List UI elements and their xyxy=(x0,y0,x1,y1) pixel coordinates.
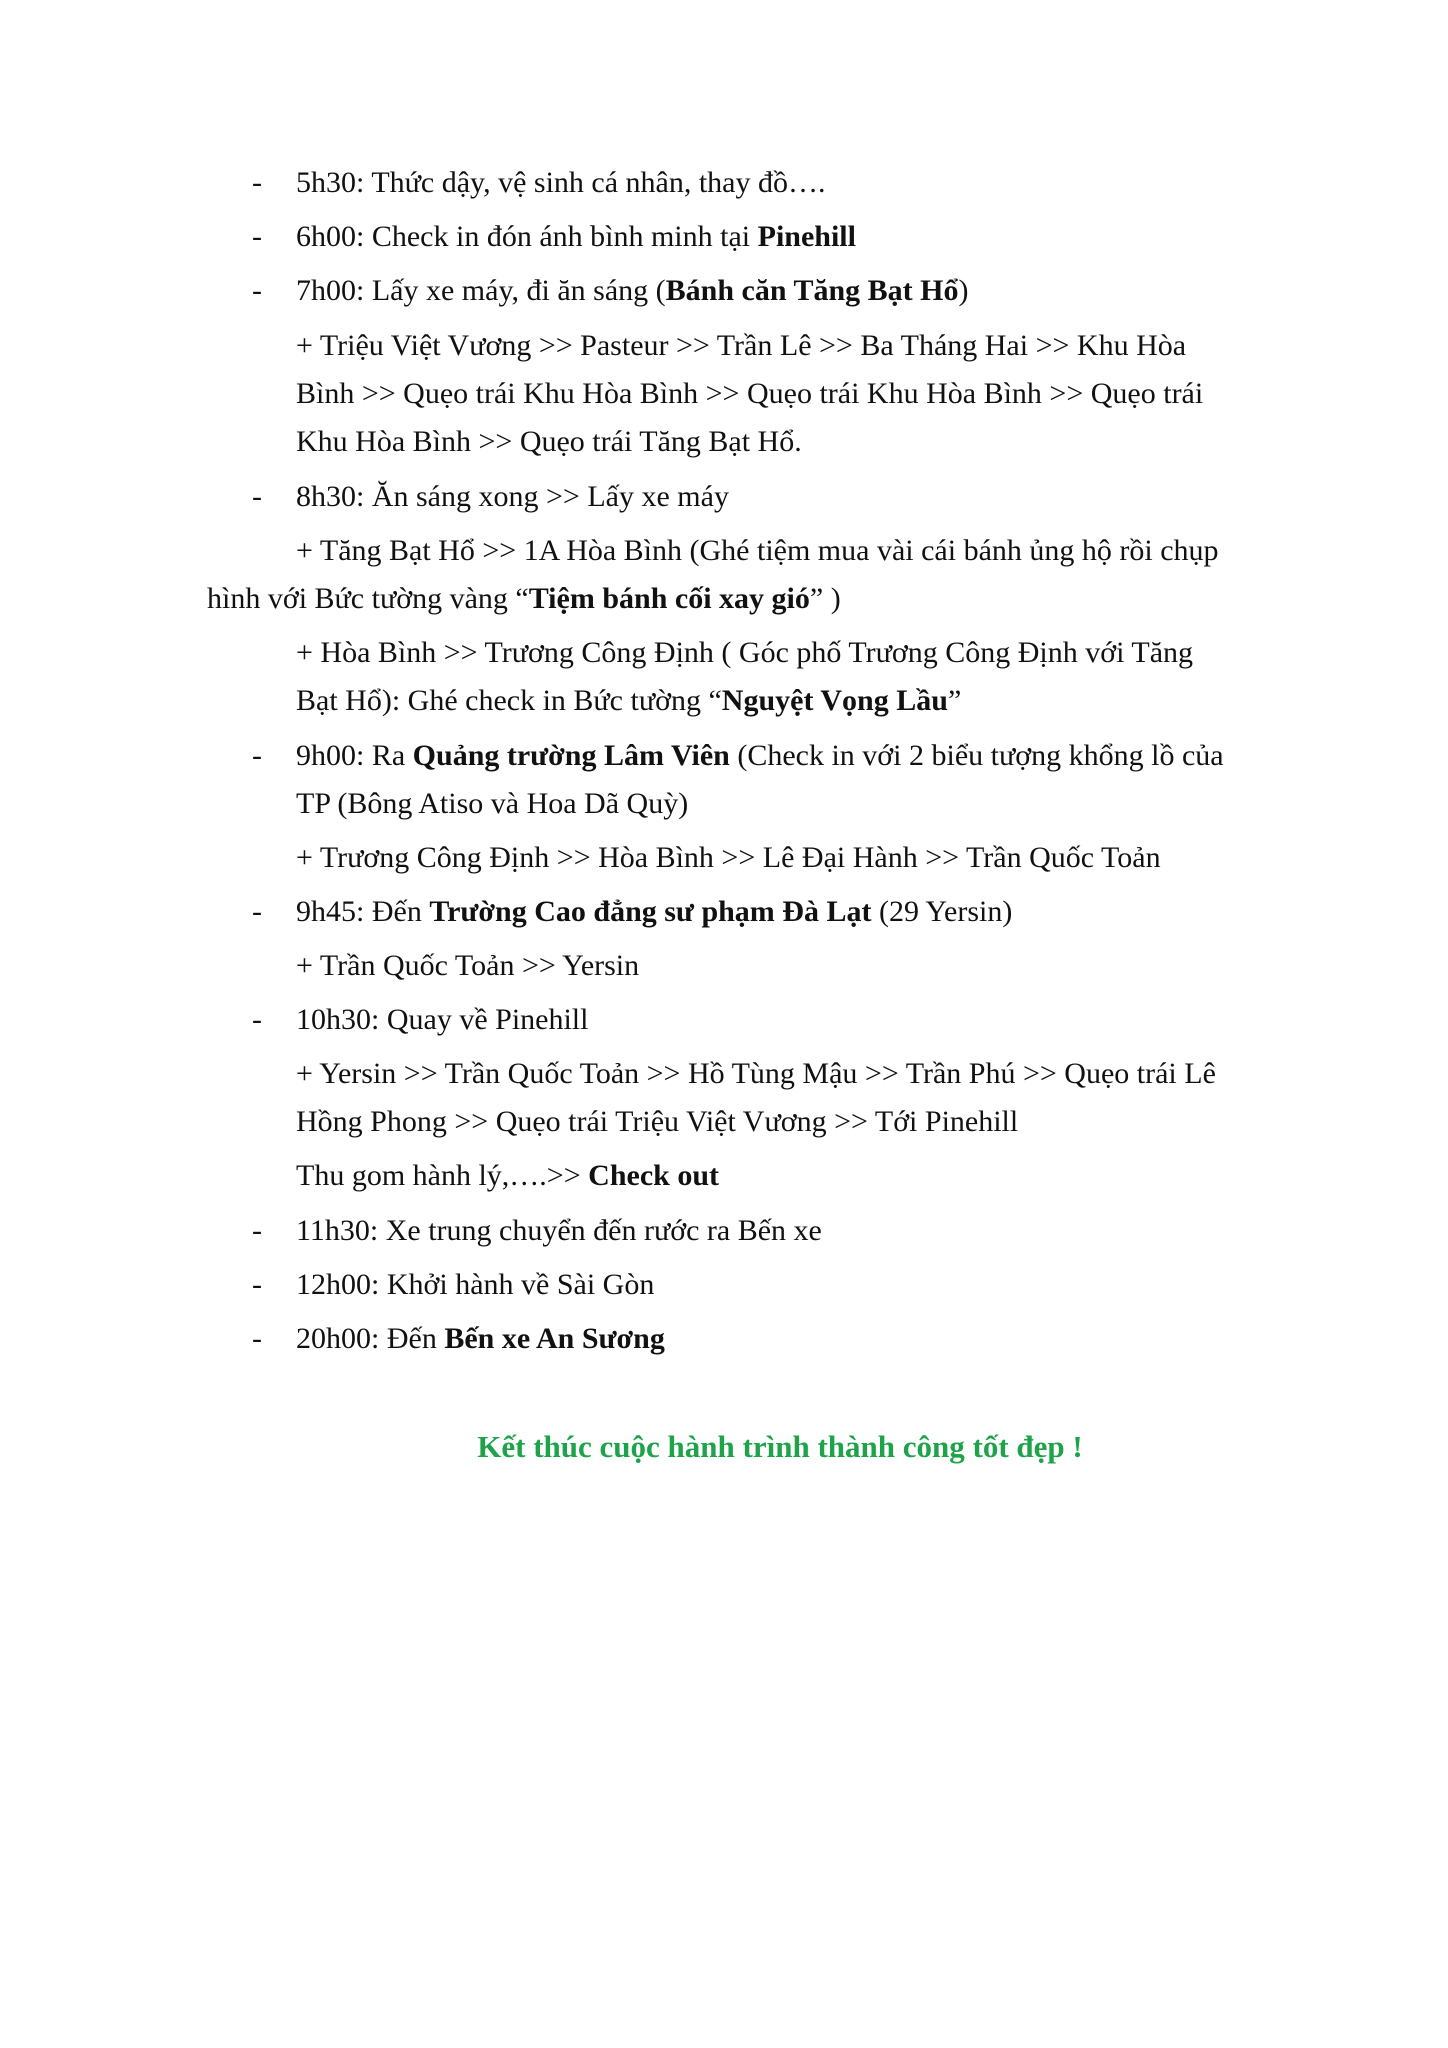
item-text: Xe trung chuyển đến rước ra Bến xe xyxy=(385,1214,822,1247)
schedule-item xyxy=(296,1261,654,1309)
item-time: 20h00: xyxy=(296,1322,380,1355)
schedule-item xyxy=(296,267,969,315)
item-time: 6h00: xyxy=(296,220,365,253)
schedule-item xyxy=(296,159,826,207)
route-line: Bình >> Quẹo trái Khu Hòa Bình >> Quẹo trái Khu Hòa Bình >> Quẹo trái xyxy=(296,377,1204,410)
route-text: ” ) xyxy=(809,582,841,615)
item-after: (Check in với 2 biểu tượng khổng lồ của xyxy=(737,739,1224,772)
item-text: Ăn sáng xong >> Lấy xe máy xyxy=(371,480,729,513)
route-text: ” xyxy=(947,684,962,717)
route-line: TP (Bông Atiso và Hoa Dã Quỳ) xyxy=(296,787,689,820)
schedule-item xyxy=(296,1207,822,1255)
item-text: Đến xyxy=(371,895,422,928)
route-line: + Hòa Bình >> Trương Công Định ( Góc phố Trương Công Định với Tăng xyxy=(296,636,1194,669)
item-time: 7h00: xyxy=(296,274,365,307)
item-text: Khởi hành về Sài Gòn xyxy=(386,1268,655,1301)
route-text: hình với Bức tường vàng “ xyxy=(207,582,529,615)
schedule-item xyxy=(296,213,856,261)
route-bold: Tiệm bánh cối xay gió xyxy=(528,582,810,615)
item-time: 11h30: xyxy=(296,1214,379,1247)
list-dash: - xyxy=(252,274,262,307)
item-time: 9h00: xyxy=(296,739,365,772)
item-time: 8h30: xyxy=(296,480,365,513)
list-dash: - xyxy=(252,739,262,772)
item-text: Thức dậy, vệ sinh cá nhân, thay đồ…. xyxy=(371,166,826,199)
item-after: (29 Yersin) xyxy=(878,895,1013,928)
item-time: 5h30: xyxy=(296,166,365,199)
list-dash: - xyxy=(252,480,262,513)
list-dash: - xyxy=(252,1003,262,1036)
route-line xyxy=(296,677,961,725)
route-line: + Yersin >> Trần Quốc Toản >> Hồ Tùng Mậu >> Trần Phú >> Quẹo trái Lê xyxy=(296,1057,1216,1090)
list-dash: - xyxy=(252,1214,262,1247)
item-time: 9h45: xyxy=(296,895,365,928)
route-line: + Triệu Việt Vương >> Pasteur >> Trần Lê >> Ba Tháng Hai >> Khu Hòa xyxy=(296,329,1187,362)
item-bold: Pinehill xyxy=(757,220,856,253)
list-dash: - xyxy=(252,1322,262,1355)
item-bold: Bánh căn Tăng Bạt Hổ xyxy=(665,274,959,307)
item-text: Quay về Pinehill xyxy=(386,1003,589,1036)
route-line: + Trương Công Định >> Hòa Bình >> Lê Đại Hành >> Trần Quốc Toản xyxy=(296,841,1161,874)
schedule-item xyxy=(296,473,729,521)
route-line: + Trần Quốc Toản >> Yersin xyxy=(296,949,640,982)
route-bold: Check out xyxy=(588,1159,719,1192)
route-line xyxy=(296,1152,719,1200)
item-bold: Quảng trường Lâm Viên xyxy=(412,739,730,772)
route-text: Thu gom hành lý,….>> xyxy=(296,1159,581,1192)
route-line: Hồng Phong >> Quẹo trái Triệu Việt Vương >> Tới Pinehill xyxy=(296,1105,1019,1138)
item-bold: Trường Cao đẳng sư phạm Đà Lạt xyxy=(429,895,872,928)
item-text: Lấy xe máy, đi ăn sáng ( xyxy=(371,274,666,307)
schedule-item xyxy=(296,996,588,1044)
list-dash: - xyxy=(252,1268,262,1301)
list-dash: - xyxy=(252,220,262,253)
route-text: Bạt Hổ): Ghé check in Bức tường “ xyxy=(296,684,722,717)
item-text: Check in đón ánh bình minh tại xyxy=(371,220,751,253)
route-bold: Nguyệt Vọng Lầu xyxy=(721,684,948,717)
list-dash: - xyxy=(252,166,262,199)
item-time: 10h30: xyxy=(296,1003,380,1036)
item-time: 12h00: xyxy=(296,1268,380,1301)
list-dash: - xyxy=(252,895,262,928)
closing-message: Kết thúc cuộc hành trình thành công tốt đẹp ! xyxy=(477,1429,1083,1464)
item-text: Đến xyxy=(386,1322,437,1355)
route-line: Khu Hòa Bình >> Quẹo trái Tăng Bạt Hổ. xyxy=(296,425,802,458)
item-after: ) xyxy=(958,274,969,307)
route-line xyxy=(207,575,841,623)
item-bold: Bến xe An Sương xyxy=(444,1322,665,1355)
item-text: Ra xyxy=(371,739,406,772)
schedule-item xyxy=(296,732,1224,780)
route-line: + Tăng Bạt Hổ >> 1A Hòa Bình (Ghé tiệm mua vài cái bánh ủng hộ rồi chụp xyxy=(296,534,1219,567)
schedule-item xyxy=(296,888,1012,936)
schedule-item xyxy=(296,1315,665,1363)
